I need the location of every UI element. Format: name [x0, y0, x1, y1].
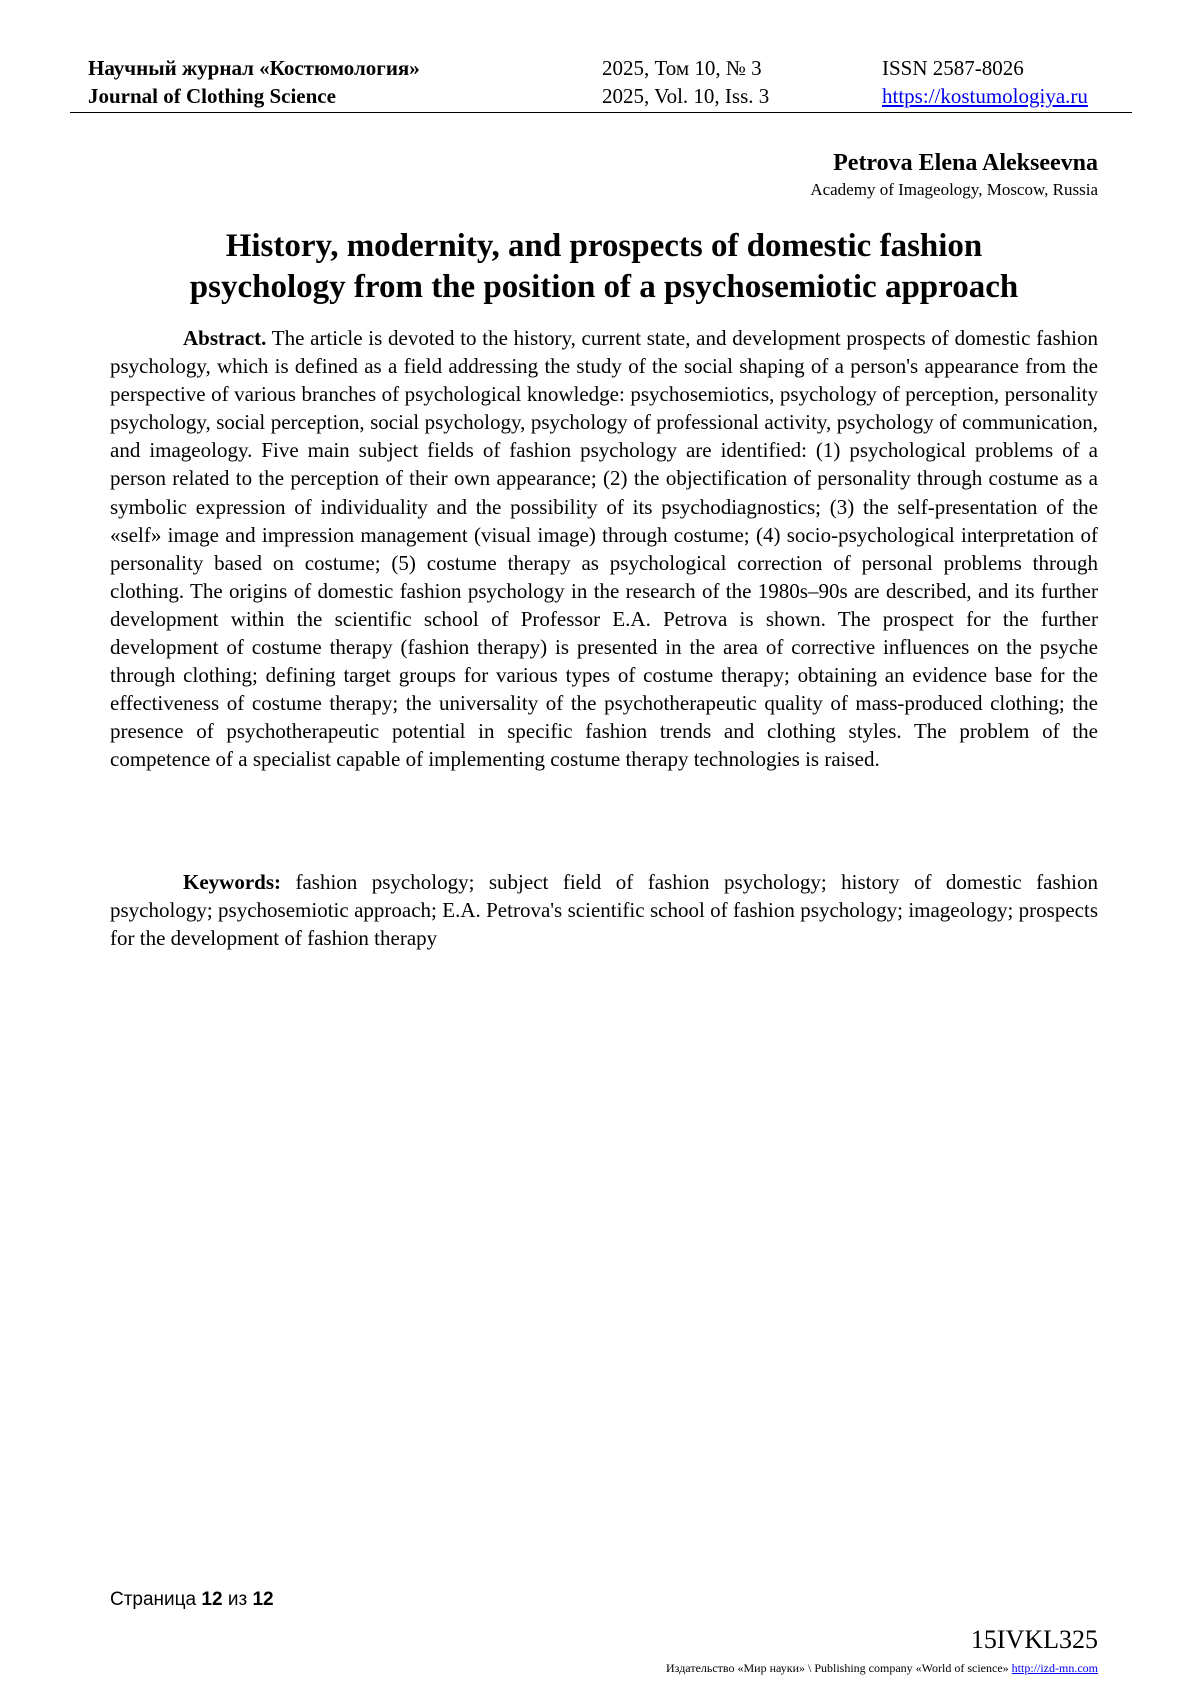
abstract-paragraph — [110, 324, 1098, 774]
keywords-text: fashion psychology; subject field of fashion psychology; history of domestic fashion psychology; psychosemiotic approach; E.A. Petrova's scientific school of fashion psychology; imageology; prospects for the development of fashion therapy — [110, 870, 1099, 951]
journal-name-ru: Научный журнал «Костюмология» — [88, 56, 420, 80]
page-word: Страница — [110, 1589, 197, 1610]
publisher-line — [666, 1660, 1098, 1676]
publisher-text: Издательство «Мир науки» \ Publishing company «World of science» — [666, 1661, 1009, 1675]
issue-en: 2025, Vol. 10, Iss. 3 — [602, 84, 770, 108]
issue-ru: 2025, Том 10, № 3 — [602, 56, 762, 80]
author-name: Petrova Elena Alekseevna — [833, 150, 1098, 176]
keywords-paragraph — [110, 868, 1098, 952]
author-block — [810, 148, 1098, 202]
abstract-text: The article is devoted to the history, current state, and development prospects of domestic fashion psychology, which is defined as a field addressing the study of the social shaping of a person's appearance from the perspective of various branches of psychological knowledge: psychosemiotics, psychology of perception, personality psychology, social perception, social psychology, psychology of professional activity, psychology of communication, and imageology. Five main subject fields of fashion psychology are identified: (1) psychological problems of a person related to the perception of their own appearance; (2) the objectification of personality through costume as a symbolic expression of individuality and the possibility of its psychodiagnostics; (3) the self-presentation of the «self» image and impression management (visual image) through costume; (4) socio-psychological interpretation of personality based on costume; (5) costume therapy as psychological correction of personal problems through clothing. The origins of domestic fashion psychology in the research of the 1980s–90s are described, and its further development within the scientific school of Professor E.A. Petrova is shown. The prospect for the further development of costume therapy (fashion therapy) is presented in the area of corrective influences on the psyche through clothing; defining target groups for various types of costume therapy; obtaining an evidence base for the effectiveness of costume therapy; the universality of the psychotherapeutic quality of mass-produced clothing; the presence of psychotherapeutic potential in specific fashion trends and clothing styles. The problem of the competence of a specialist capable of implementing costume therapy technologies is raised. — [110, 326, 1098, 772]
issn-block — [882, 54, 1088, 110]
article-code: 15IVKL325 — [970, 1625, 1098, 1654]
page-number — [110, 1588, 274, 1612]
keywords-label: Keywords: — [183, 870, 281, 894]
publisher-url-link[interactable]: http://izd-mn.com — [1011, 1661, 1098, 1675]
journal-name-block — [88, 54, 420, 110]
title-line-1: History, modernity, and prospects of domestic fashion — [225, 228, 983, 264]
title-line-2: psychology from the position of a psychosemiotic approach — [189, 269, 1019, 305]
journal-name-en: Journal of Clothing Science — [88, 84, 336, 108]
page-total: 12 — [252, 1589, 274, 1610]
abstract-label: Abstract. — [183, 326, 267, 350]
journal-url-link[interactable]: https://kostumologiya.ru — [882, 84, 1088, 108]
article-title — [110, 226, 1098, 308]
issue-block — [602, 54, 769, 110]
journal-header — [70, 52, 1132, 113]
page-of: из — [227, 1589, 248, 1610]
author-affiliation: Academy of Imageology, Moscow, Russia — [810, 180, 1098, 199]
issn: ISSN 2587-8026 — [882, 56, 1024, 80]
page-current: 12 — [201, 1589, 223, 1610]
